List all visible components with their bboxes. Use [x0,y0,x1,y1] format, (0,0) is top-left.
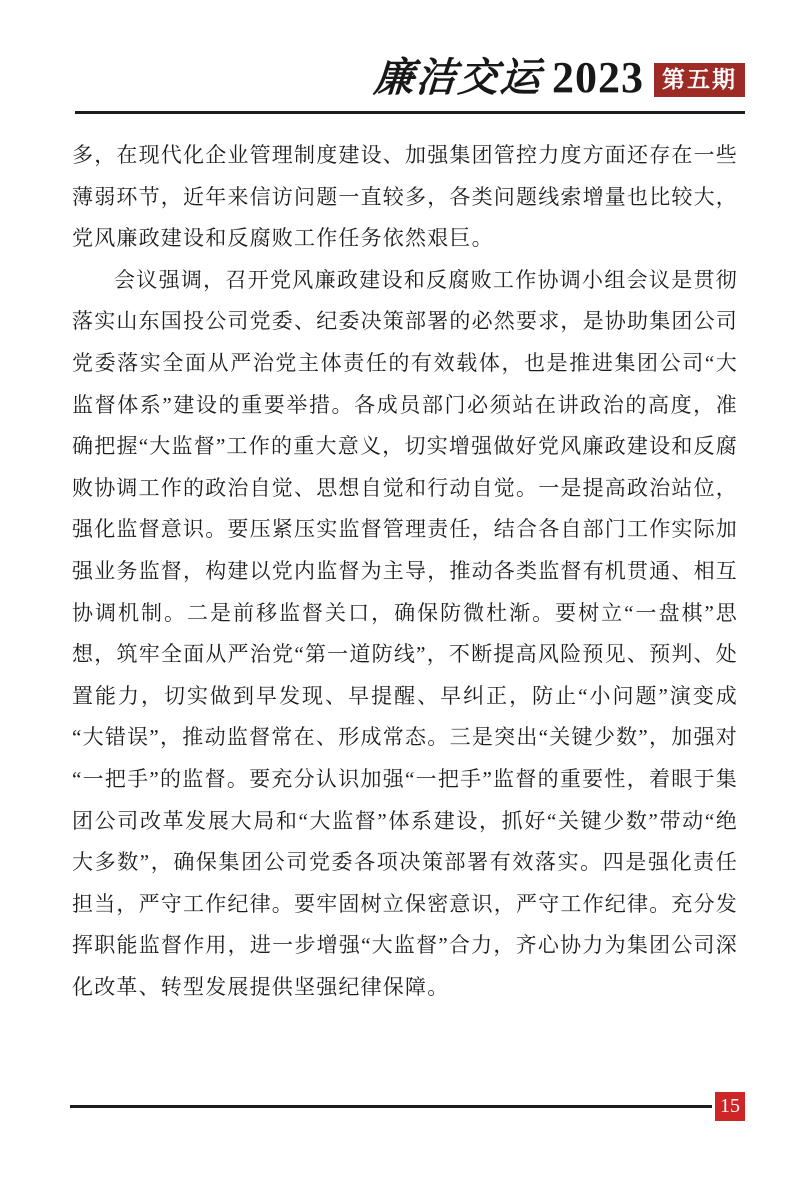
footer-rule [70,1105,712,1108]
article-body [72,135,738,1008]
masthead-title: 廉洁交运 [372,55,544,101]
page-footer [70,1090,745,1122]
paragraph-continuation: 多，在现代化企业管理制度建设、加强集团管控力度方面还存在一些薄弱环节，近年来信访问题一直较多，各类问题线索增量也比较大，党风廉政建设和反腐败工作任务依然艰巨。 [72,143,738,251]
masthead [372,53,745,102]
masthead-year: 2023 [552,53,644,102]
issue-badge: 第五期 [654,63,745,97]
paragraph-meeting-emphasis: 会议强调，召开党风廉政建设和反腐败工作协调小组会议是贯彻落实山东国投公司党委、纪委决策部署的必然要求，是协助集团公司党委落实全面从严治党主体责任的有效载体，也是推进集团公司“大监督体系”建设的重要举措。各成员部门必须站在讲政治的高度，准确把握“大监督”工作的重大意义，切实增强做好党风廉政建设和反腐败协调工作的政治自觉、思想自觉和行动自觉。一是提高政治站位，强化监督意识。要压紧压实监督管理责任，结合各自部门工作实际加强业务监督，构建以党内监督为主导，推动各类监督有机贯通、相互协调机制。二是前移监督关口，确保防微杜渐。要树立“一盘棋”思想，筑牢全面从严治党“第一道防线”，不断提高风险预见、预判、处置能力，切实做到早发现、早提醒、早纠正，防止“小问题”演变成“大错误”，推动监督常在、形成常态。三是突出“关键少数”，加强对“一把手”的监督。要充分认识加强“一把手”监督的重要性，着眼于集团公司改革发展大局和“大监督”体系建设，抓好“关键少数”带动“绝大多数”，确保集团公司党委各项决策部署有效落实。四是强化责任担当，严守工作纪律。要牢固树立保密意识，严守工作纪律。充分发挥职能监督作用，进一步增强“大监督”合力，齐心协力为集团公司深化改革、转型发展提供坚强纪律保障。 [72,267,738,999]
page-number-badge: 15 [715,1092,745,1121]
header-rule [75,111,745,114]
